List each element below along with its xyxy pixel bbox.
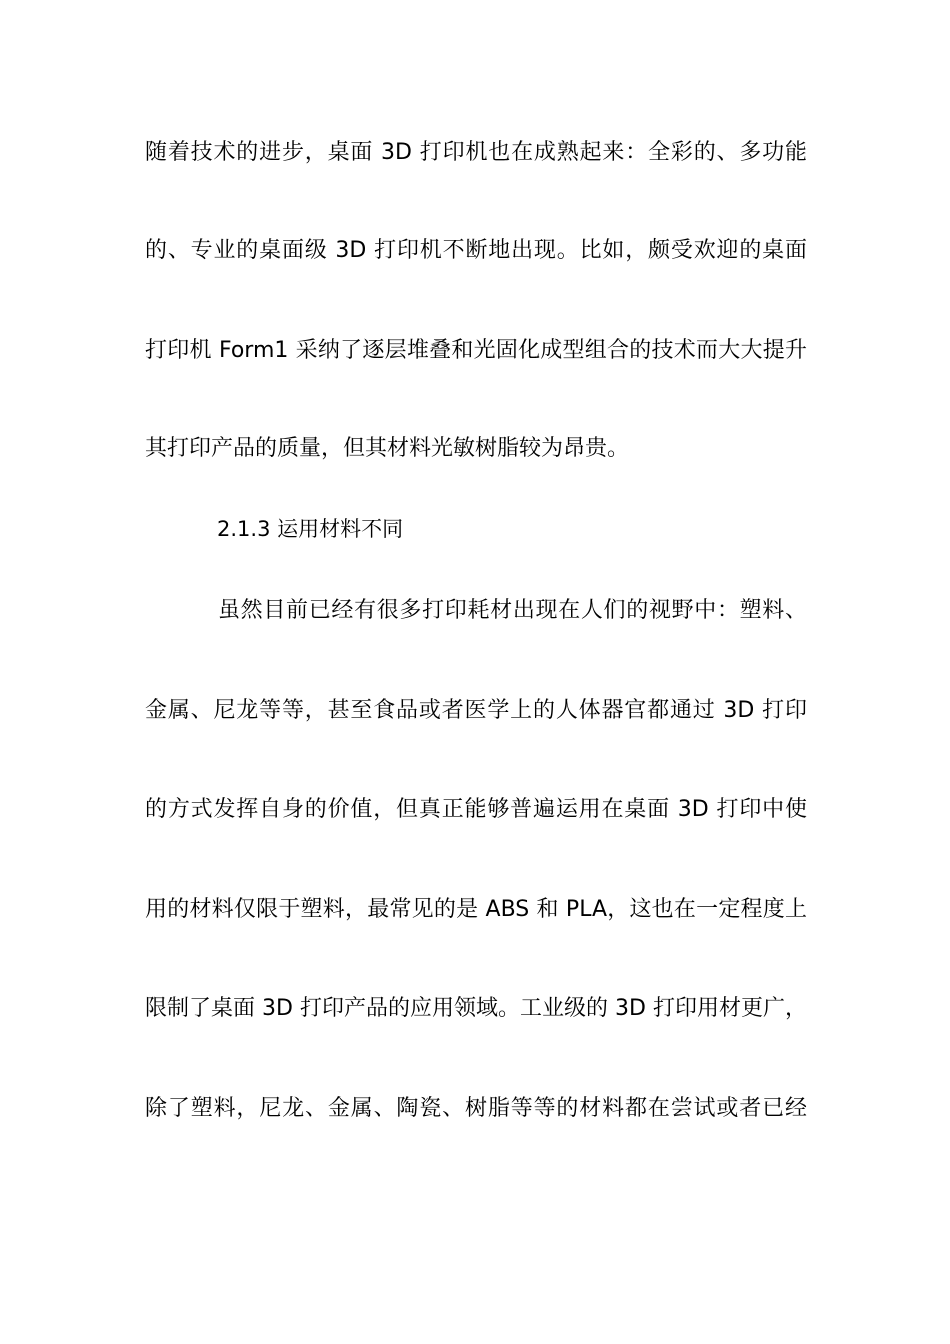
paragraph1-line-3: 打印机 Form1 采纳了逐层堆叠和光固化成型组合的技术而大大提升 — [145, 338, 807, 363]
paragraph2-line-1: 虽然目前已经有很多打印耗材出现在人们的视野中：塑料、 — [218, 598, 807, 623]
paragraph2-line-6: 除了塑料，尼龙、金属、陶瓷、树脂等等的材料都在尝试或者已经 — [145, 1096, 807, 1121]
paragraph2-line-4: 用的材料仅限于塑料，最常见的是 ABS 和 PLA，这也在一定程度上 — [145, 897, 807, 922]
paragraph1-line-1: 随着技术的进步，桌面 3D 打印机也在成熟起来：全彩的、多功能 — [145, 140, 807, 165]
paragraph1-line-4: 其打印产品的质量，但其材料光敏树脂较为昂贵。 — [145, 436, 630, 461]
section-heading: 2.1.3 运用材料不同 — [217, 517, 404, 541]
paragraph2-line-3: 的方式发挥自身的价值，但真正能够普遍运用在桌面 3D 打印中使 — [145, 797, 807, 822]
paragraph1-line-2: 的、专业的桌面级 3D 打印机不断地出现。比如，颇受欢迎的桌面 — [145, 238, 807, 263]
paragraph2-line-5: 限制了桌面 3D 打印产品的应用领域。工业级的 3D 打印用材更广， — [145, 996, 807, 1021]
paragraph2-line-2: 金属、尼龙等等，甚至食品或者医学上的人体器官都通过 3D 打印 — [145, 698, 807, 723]
